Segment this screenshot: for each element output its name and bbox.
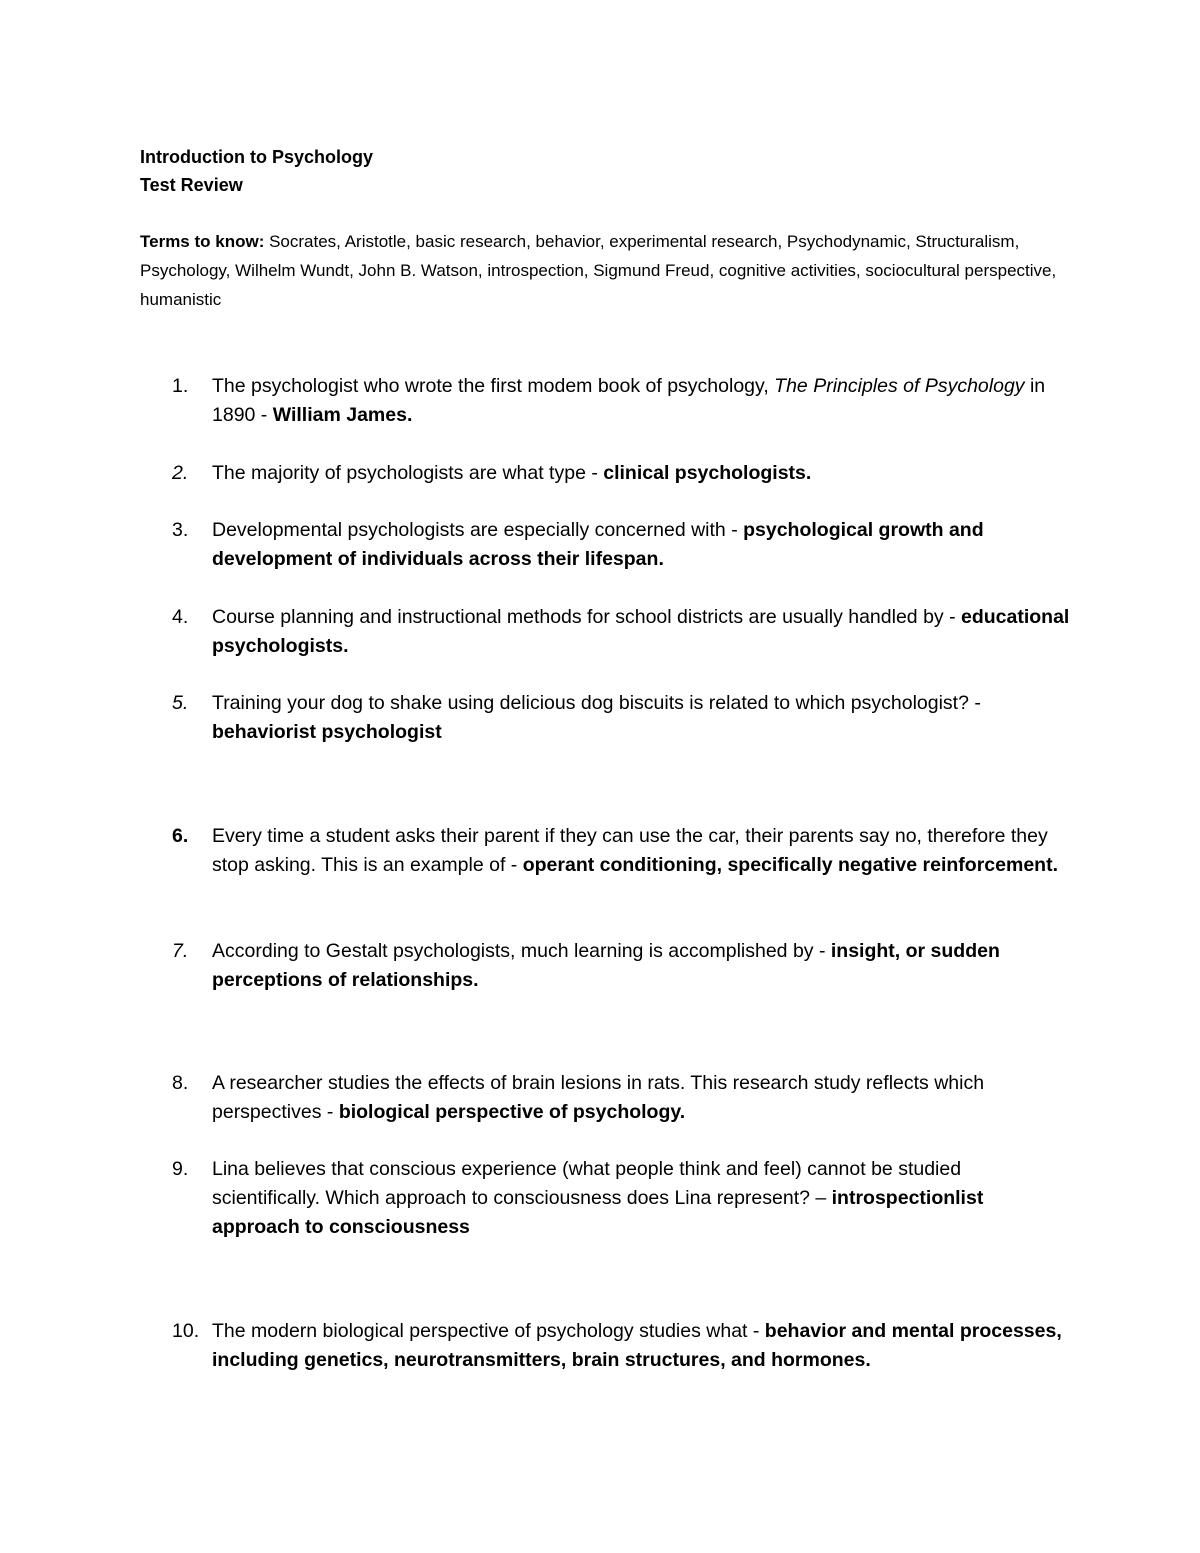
- answer: behaviorist psychologist: [212, 721, 442, 743]
- question-9: [172, 1155, 1072, 1242]
- question-text: According to Gestalt psychologists, much learning is accomplished by -: [212, 940, 831, 962]
- question-text: Every time a student asks their parent if they can use the car, their parents say no, therefore they stop asking. This is an example of -: [212, 825, 1048, 876]
- question-number: 8.: [172, 1072, 189, 1094]
- question-number: 6.: [172, 825, 189, 847]
- question-text: Lina believes that conscious experience (what people think and feel) cannot be studied scientifically. Which approach to consciousness does Lina represent? –: [212, 1158, 962, 1209]
- question-number: 4.: [172, 606, 189, 628]
- question-1: [172, 372, 1072, 430]
- answer: behavior and mental processes, including genetics, neurotransmitters, brain structures, and hormones.: [212, 1320, 1062, 1371]
- answer: educational psychologists.: [212, 606, 1070, 657]
- question-number: 3.: [172, 519, 189, 541]
- document-title: Introduction to Psychology: [140, 147, 373, 167]
- question-2: [172, 459, 1072, 488]
- answer: introspectionlist approach to consciousness: [212, 1187, 984, 1238]
- question-number: 10.: [172, 1320, 200, 1342]
- question-7: [172, 937, 1072, 995]
- question-number: 7.: [172, 940, 189, 962]
- question-6: [172, 822, 1072, 880]
- answer: biological perspective of psychology.: [338, 1101, 686, 1123]
- terms-label: Terms to know:: [140, 232, 265, 251]
- question-text: The modern biological perspective of psychology studies what -: [212, 1320, 765, 1342]
- question-4: [172, 603, 1072, 661]
- document-header: [140, 143, 373, 199]
- question-number: 5.: [172, 692, 189, 714]
- question-5: [172, 689, 1072, 747]
- question-number: 9.: [172, 1158, 189, 1180]
- question-text: Training your dog to shake using delicious dog biscuits is related to which psychologist? -: [212, 692, 981, 714]
- question-text: Course planning and instructional methods for school districts are usually handled by -: [212, 606, 961, 628]
- question-8: [172, 1069, 1072, 1127]
- question-number: 1.: [172, 375, 189, 397]
- document-subtitle: Test Review: [140, 175, 243, 195]
- question-text: The majority of psychologists are what type -: [212, 462, 604, 484]
- question-text-cont: in 1890 -: [212, 375, 1046, 426]
- question-text: Developmental psychologists are especially concerned with -: [212, 519, 744, 541]
- answer: psychological growth and development of individuals across their lifespan.: [212, 519, 984, 570]
- answer: insight, or sudden perceptions of relationships.: [212, 940, 1000, 991]
- terms-to-know: [140, 227, 1060, 314]
- answer: clinical psychologists.: [603, 462, 812, 484]
- book-title: The Principles of Psychology: [774, 375, 1025, 397]
- question-number: 2.: [172, 462, 189, 484]
- question-text: A researcher studies the effects of brain lesions in rats. This research study reflects which perspectives -: [212, 1072, 985, 1123]
- answer: operant conditioning, specifically negative reinforcement.: [522, 854, 1058, 876]
- terms-list: Socrates, Aristotle, basic research, behavior, experimental research, Psychodynamic, Structuralism, Psychology, Wilhelm Wundt, John B. Watson, introspection, Sigmund Freud, cognitive activities, sociocultural perspective, humanistic: [140, 232, 1057, 309]
- question-3: [172, 516, 1072, 574]
- question-text: The psychologist who wrote the first modem book of psychology,: [212, 375, 775, 397]
- answer: William James.: [272, 404, 413, 426]
- question-10: [172, 1317, 1072, 1375]
